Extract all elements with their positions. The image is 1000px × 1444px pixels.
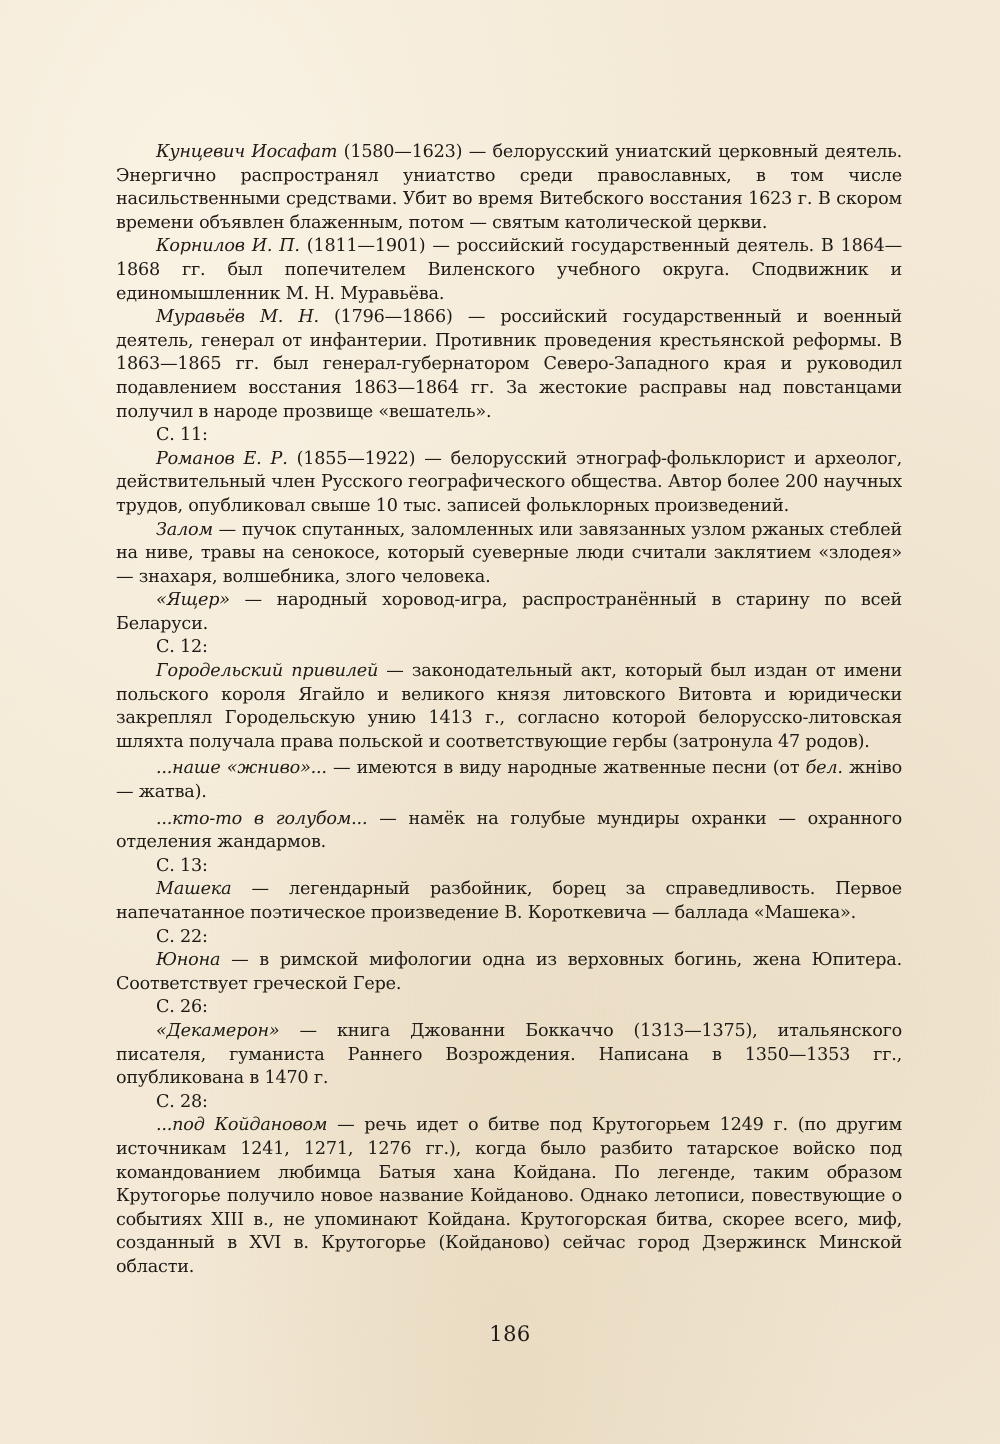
entry-pod-koidanovom [116, 1114, 902, 1279]
page-reference-12: С. 12: [156, 637, 208, 658]
entry-text: — книга Джованни Боккаччо (1313—1375), итальянского писателя, гуманиста Раннего Возрождения. Написана в 1350—1353 гг., опубликована в 1470 г. [116, 1020, 902, 1089]
entry-term: Машека [156, 879, 232, 900]
entry-term: Муравьёв М. Н. [156, 307, 319, 328]
entry-term: ...наше «жниво»... [156, 758, 327, 779]
entry-gorodelsky-privilei [116, 660, 902, 754]
page-reference-22: С. 22: [156, 926, 208, 947]
entry-text: — легендарный разбойник, борец за справедливость. Первое напечатанное поэтическое произведение В. Короткевича — баллада «Машека». [116, 879, 902, 923]
page-reference-13: С. 13: [156, 855, 208, 876]
page-reference-11: С. 11: [156, 425, 208, 446]
entry-term: Кунцевич Иосафат [156, 142, 338, 162]
entry-text: — имеются в виду народные жатвенные песни (от [326, 758, 806, 779]
entry-zhnivo [116, 757, 902, 804]
entry-text: — намёк на голубые мундиры охранки — охранного отделения жандармов. [116, 808, 902, 853]
entry-text: — в римской мифологии одна из верховных богинь, жена Юпитера. Соответствует греческой Гере. [116, 950, 902, 994]
entry-term: «Декамерон» [156, 1020, 280, 1041]
page-reference-26: С. 26: [156, 997, 208, 1018]
entry-dekameron [116, 1020, 902, 1091]
entry-term: Городельский привилей [156, 661, 379, 682]
entry-term: Юнона [156, 950, 221, 971]
entry-kuntsevich [116, 141, 902, 235]
entry-muravyov [116, 306, 902, 424]
entry-text-continued: жніво — жатва). [116, 758, 902, 803]
entry-term: ...кто-то в голубом... [156, 808, 368, 829]
entry-term: Романов Е. Р. [156, 448, 288, 469]
entry-term-abbreviation: бел. [805, 758, 843, 779]
entry-text: (1796—1866) — российский государственный и военный деятель, генерал от инфантерии. Противник проведения крестьянской реформы. В 1863—1865 гг. был генерал-губернатором Северо-Западного края и руководил подавлением восстания 1863—1864 гг. За жестокие расправы над повстанцами получил в народе прозвище «вешатель». [116, 307, 903, 422]
entry-text: — пучок спутанных, заломленных или завязанных узлом ржаных стеблей на ниве, травы на сенокосе, который суеверные люди считали заклятием «злодея» — знахаря, волшебника, злого человека. [116, 519, 902, 587]
entry-text: (1580—1623) — белорусский униатский церковный деятель. Энергично распространял униатство среди православных, в том числе насильственными средствами. Убит во время Витебского восстания 1623 г. В скором времени объявлен блаженным, потом — святым католической церкви. [116, 142, 902, 233]
entry-text: (1855—1922) — белорусский этнограф-фольклорист и археолог, действительный член Русского географического общества. Автор более 200 научных трудов, опубликовал свыше 10 тыс. записей фольклорных произведений. [116, 448, 902, 516]
commentary-text [116, 141, 902, 1280]
entry-v-golubom [116, 808, 902, 855]
entry-masheka [116, 878, 902, 925]
page-number: 186 [489, 1322, 531, 1346]
entry-text: (1811—1901) — российский государственный деятель. В 1864—1868 гг. был попечителем Виленского учебного округа. Сподвижник и единомышленник М. Н. Муравьёва. [116, 236, 902, 304]
entry-yunona [116, 949, 902, 996]
entry-text: — народный хоровод-игра, распространённый в старину по всей Беларуси. [116, 590, 902, 634]
entry-term: Корнилов И. П. [156, 236, 300, 257]
entry-term: «Ящер» [156, 590, 230, 611]
entry-term: Залом [156, 519, 213, 540]
entry-yashcher [116, 589, 902, 636]
entry-text: — законодательный акт, который был издан от имени польского короля Ягайло и великого князя литовского Витовта и юридически закреплял Городельскую унию 1413 г., согласно которой белорусско-литовская шляхта получала права польской и соответствующие гербы (затронула 47 родов). [116, 661, 903, 752]
page-reference-28: С. 28: [156, 1091, 208, 1112]
entry-kornilov [116, 235, 902, 306]
entry-romanov [116, 448, 902, 519]
entry-text: — речь идет о битве под Крутогорьем 1249 г. (по другим источникам 1241, 1271, 1276 гг.), когда было разбито татарское войско под командованием любимца Батыя хана Койдана. По легенде, таким образом Крутогорье получило новое название Койданово. Однако летописи, повествующие о событиях XIII в., не упоминают Койдана. Крутогорская битва, скорее всего, миф, созданный в XVI в. Крутогорье (Койданово) сейчас город Дзержинск Минской области. [116, 1115, 902, 1277]
entry-zalom [116, 519, 902, 590]
entry-term: ...под Койдановом [156, 1115, 328, 1136]
